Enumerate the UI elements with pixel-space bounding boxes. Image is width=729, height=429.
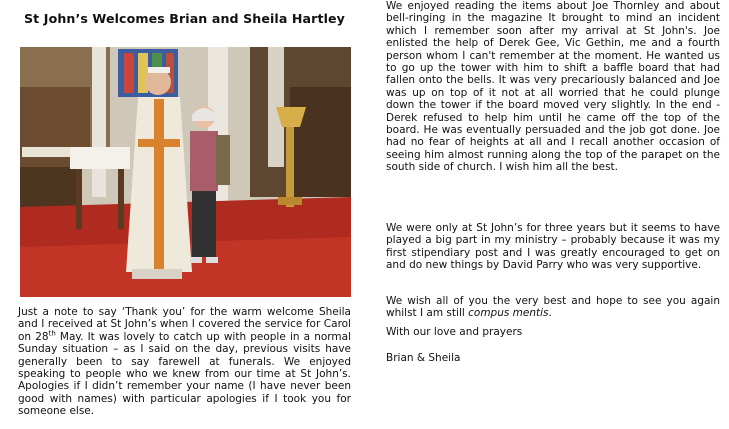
church-photo	[20, 47, 351, 297]
right-paragraph-2: We were only at St John’s for three years but it seems to have played a big part in my ministry – probably because it was my first stipendiary post and I was greatly encouraged to get on and do new things by David Parry who was very supportive.	[386, 222, 720, 272]
closing-line: With our love and prayers	[386, 326, 523, 338]
right-paragraph-3: We wish all of you the very best and hope to see you again whilst I am still compus mentis.	[386, 295, 720, 320]
article-title: St John’s Welcomes Brian and Sheila Hartley	[24, 11, 345, 26]
signature: Brian & Sheila	[386, 352, 461, 364]
right-paragraph-1: We enjoyed reading the items about Joe Thornley and about bell-ringing in the magazine It brought to mind an incident which I remember soon after my arrival at St John's. Joe enlisted the help of Derek Gee, Vic Gethin, me and a fourth person whom I can't remember at the moment. He wanted us to go up the tower with him to shift a baffle board that had fallen onto the bells. It was very precariously balanced and Joe was up on top of it not at all worried that he could plunge down the tower if the board moved very slightly. In the end - Derek refused to help him until he came off the top of the board. He was eventually persuaded and the job got done. Joe had no fear of heights at all and I recall another occasion of seeing him almost running along the top of the parapet on the south side of church. I wish him all the best.	[386, 0, 720, 174]
left-paragraph: Just a note to say ‘Thank you’ for the warm welcome Sheila and I received at St John’s when I covered the service for Carol on 28th May. It was lovely to catch up with people in a normal Sunday situation – as I said on the day, previous visits have generally been to say farewell at funerals. We enjoyed speaking to people who we knew from our time at St John’s. Apologies if I didn’t remember your name (I have never been good with names) with particular apologies if I took you for someone else.	[18, 306, 352, 418]
